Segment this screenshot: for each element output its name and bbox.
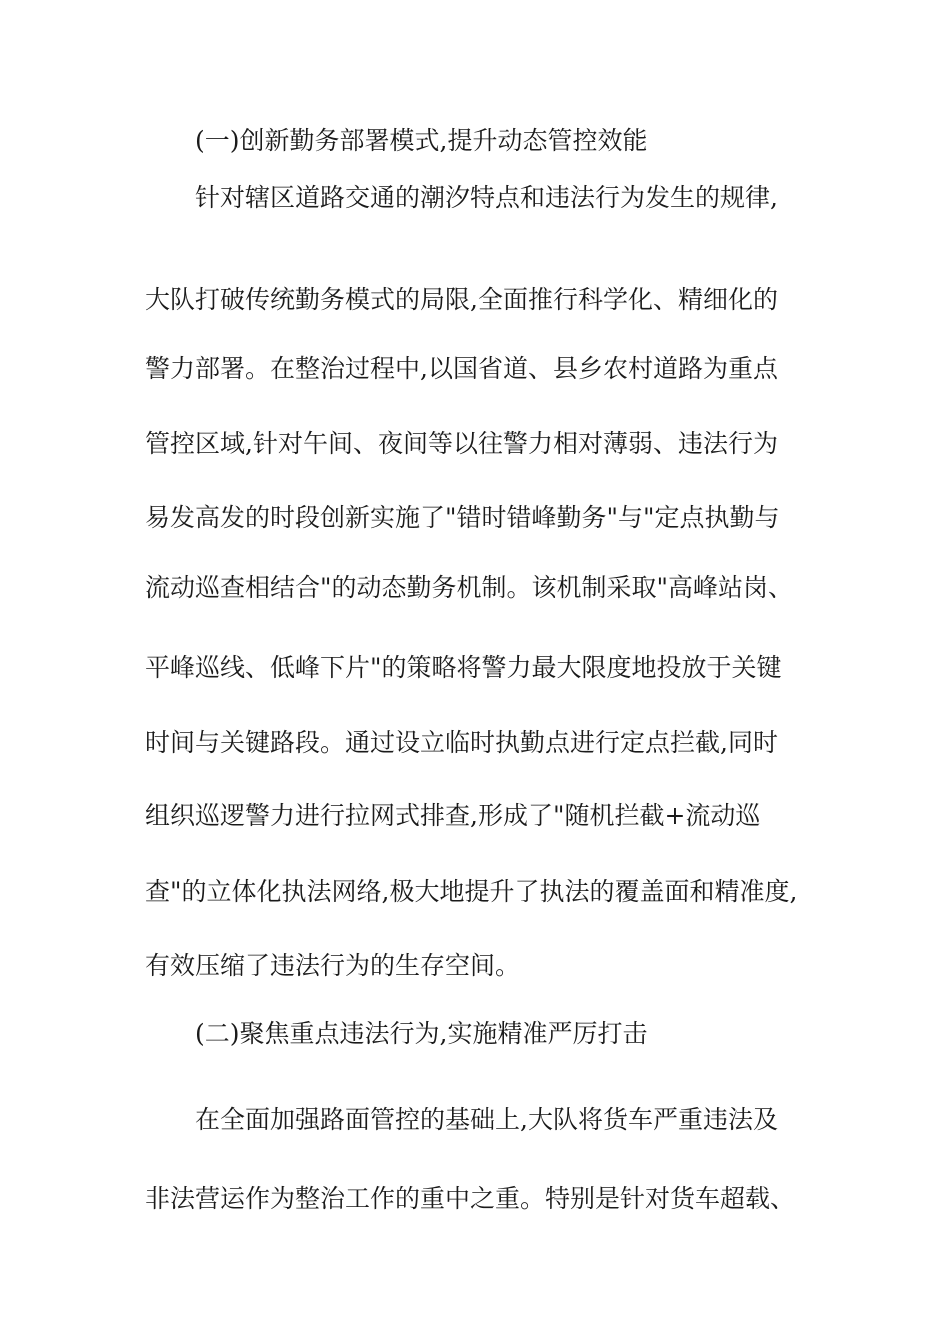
section-heading-1: (一)创新勤务部署模式,提升动态管控效能 (195, 126, 648, 155)
paragraph-line: 流动巡查相结合"的动态勤务机制。该机制采取"高峰站岗、 (145, 573, 794, 602)
paragraph-line: 大队打破传统勤务模式的局限,全面推行科学化、精细化的 (145, 285, 778, 314)
paragraph-line: 平峰巡线、低峰下片"的策略将警力最大限度地投放于关键 (145, 653, 782, 682)
paragraph-line: 在全面加强路面管控的基础上,大队将货车严重违法及 (195, 1105, 778, 1134)
paragraph-line: 时间与关键路段。通过设立临时执勤点进行定点拦截,同时 (145, 728, 778, 757)
paragraph-line: 管控区域,针对午间、夜间等以往警力相对薄弱、违法行为 (145, 429, 778, 458)
section-heading-2: (二)聚焦重点违法行为,实施精准严厉打击 (195, 1019, 648, 1048)
paragraph-line: 针对辖区道路交通的潮汐特点和违法行为发生的规律, (195, 183, 778, 212)
paragraph-line: 查"的立体化执法网络,极大地提升了执法的覆盖面和精准度, (145, 877, 798, 906)
paragraph-line: 易发高发的时段创新实施了"错时错峰勤务"与"定点执勤与 (145, 503, 780, 532)
paragraph-line: 组织巡逻警力进行拉网式排查,形成了"随机拦截+流动巡 (145, 801, 761, 830)
paragraph-line: 警力部署。在整治过程中,以国省道、县乡农村道路为重点 (145, 354, 778, 383)
paragraph-line: 有效压缩了违法行为的生存空间。 (145, 951, 521, 980)
paragraph-line: 非法营运作为整治工作的重中之重。特别是针对货车超载、 (145, 1184, 796, 1213)
